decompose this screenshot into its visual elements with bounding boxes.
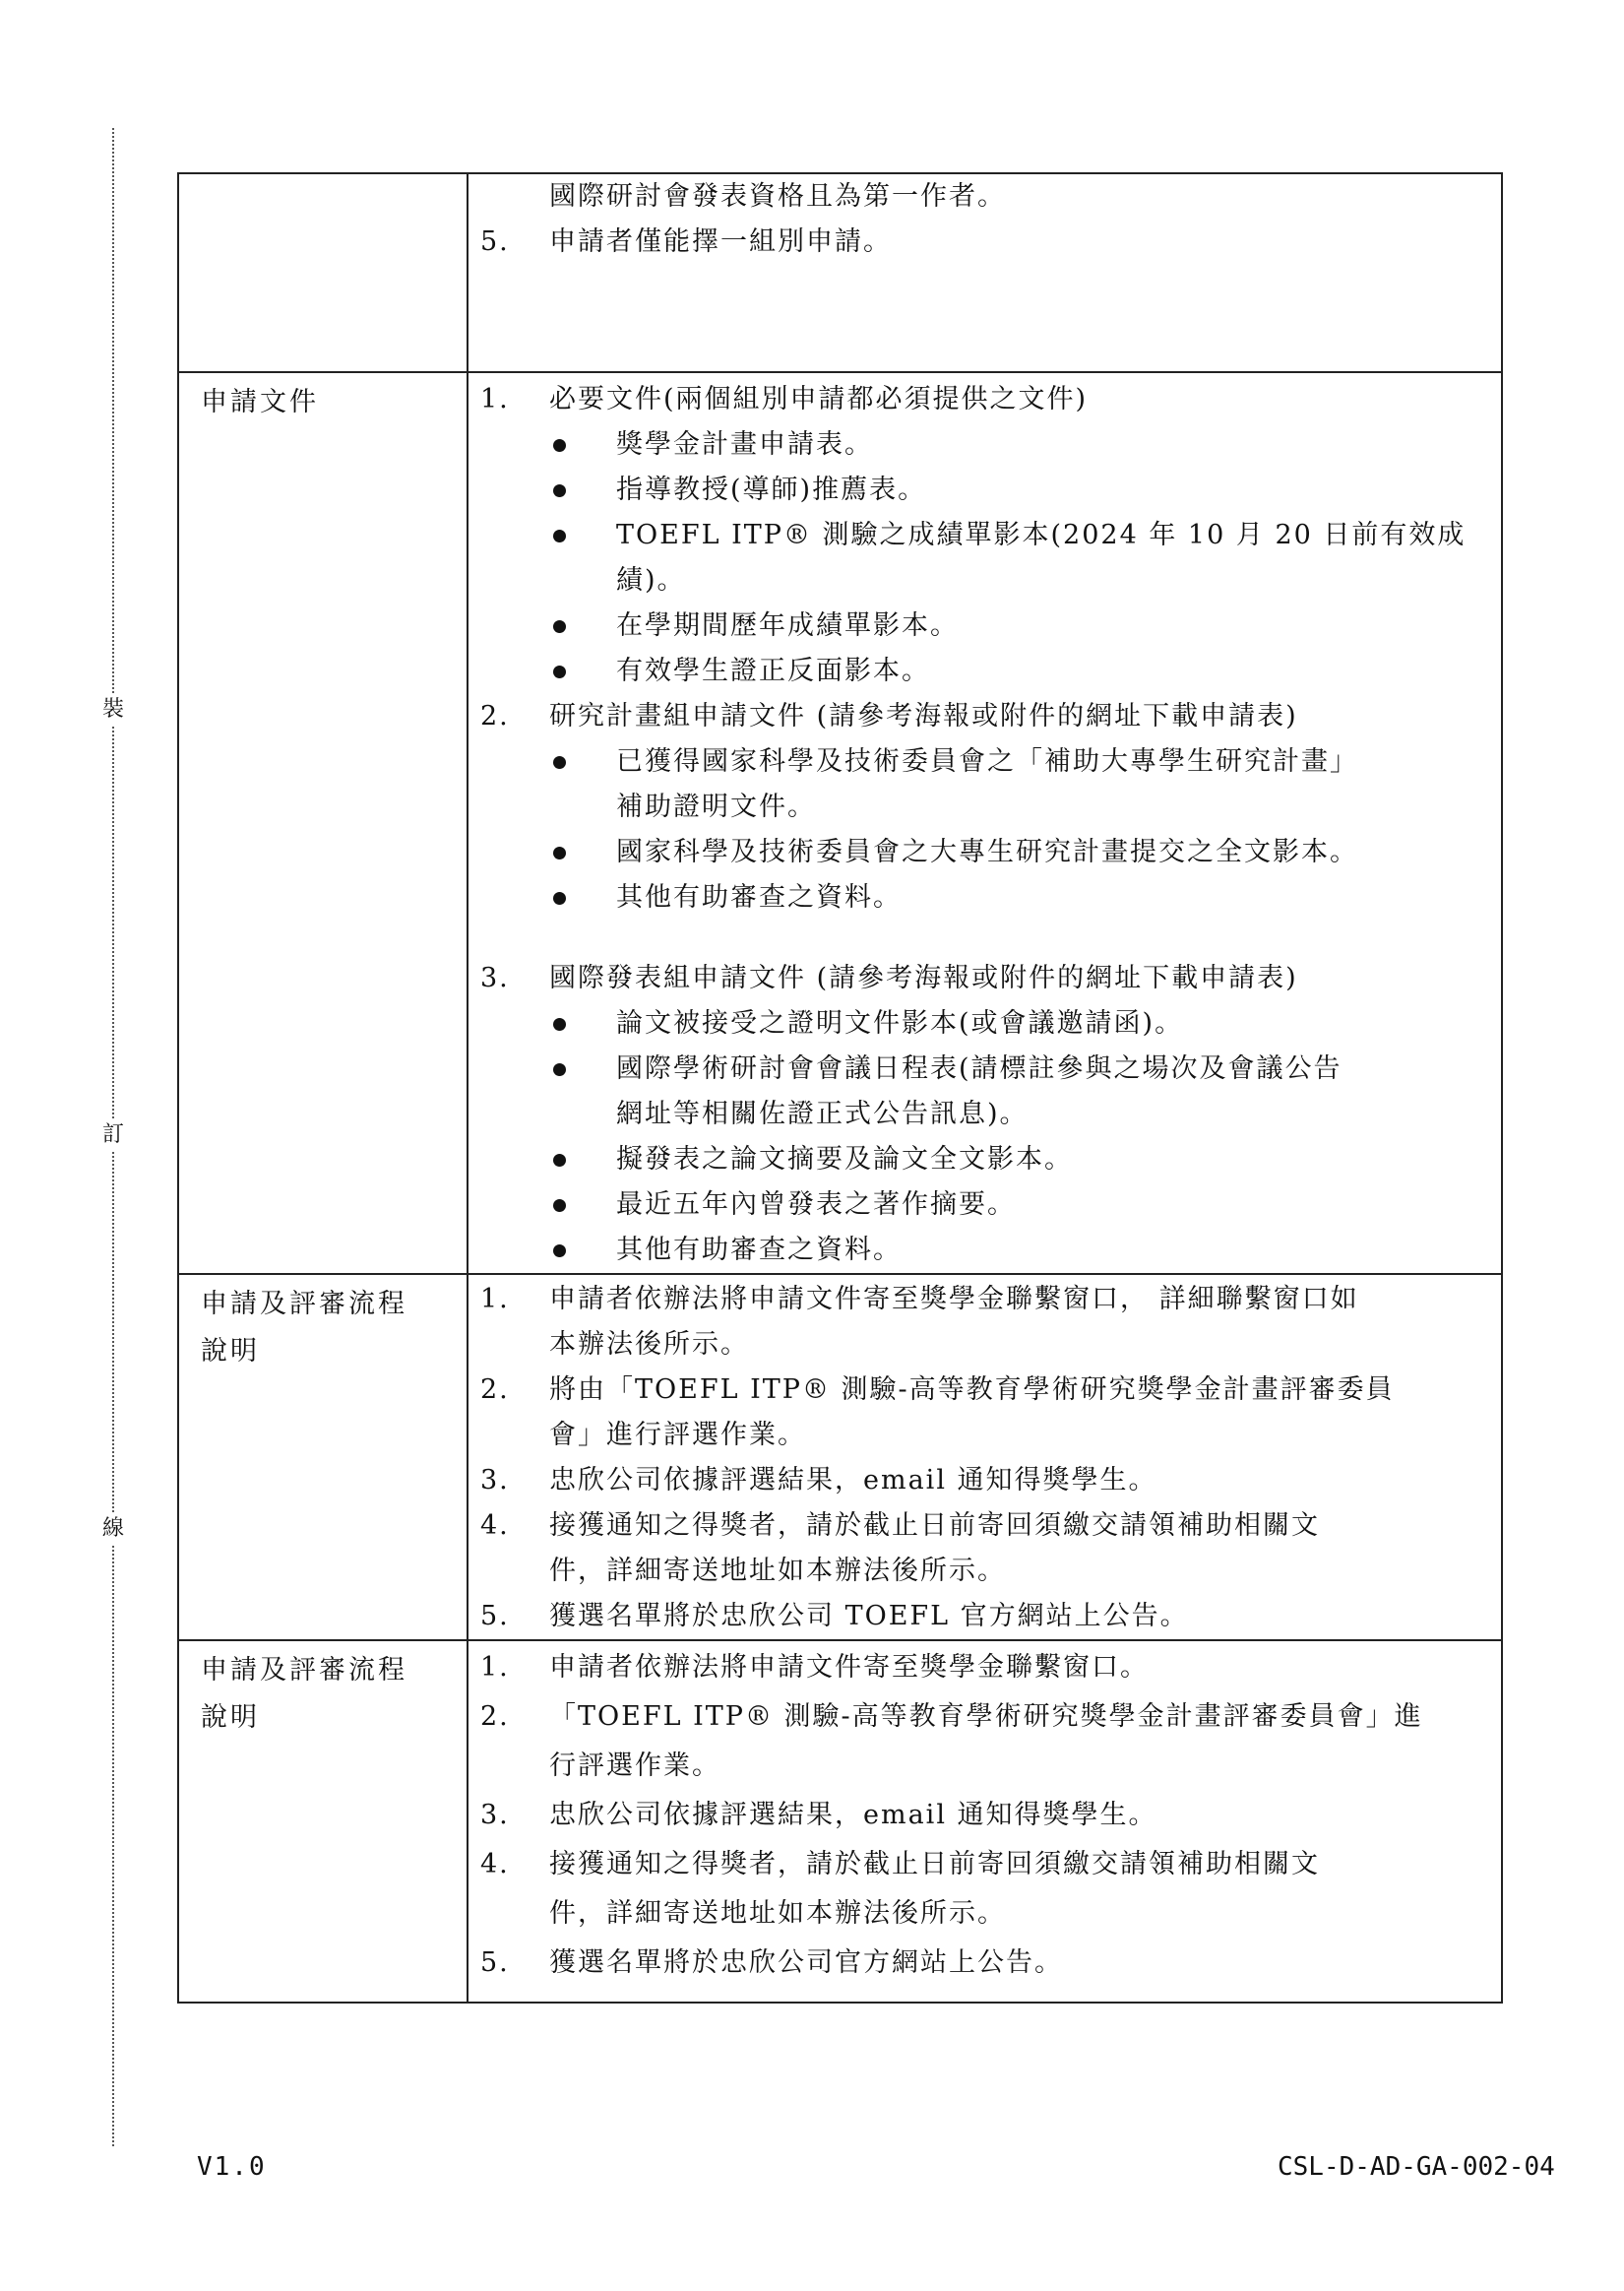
table-row-eligibility-continued [178,173,1502,372]
content-cell [468,173,1502,372]
list-item-continuation: 件，詳細寄送地址如本辦法後所示。 [549,1898,1006,1929]
table-row-process-a [178,1274,1502,1640]
bullet-icon [553,756,566,769]
bullet-icon [553,620,566,633]
content-cell [468,1640,1502,2003]
bullet-continuation: 績)。 [616,565,686,596]
list-item-continuation: 行評選作業。 [549,1750,720,1781]
table-row-process-b [178,1640,1502,2003]
label-cell [178,173,468,372]
bullet-item: TOEFL ITP® 測驗之成績單影本(2024 年 10 月 20 日前有效成 [468,513,1501,558]
row-label [179,174,467,180]
section-heading: 3. 國際發表組申請文件 (請參考海報或附件的網址下載申請表) [480,963,1298,993]
row-label: 申請及評審流程 說明 [201,1289,407,1367]
list-item: 1. 申請者依辦法將申請文件寄至獎學金聯繫窗口。 [480,1652,1149,1683]
table-row-application-documents [178,372,1502,1274]
bullet-icon [553,439,566,452]
list-item-continuation: 會」進行評選作業。 [549,1420,806,1450]
list-item: 4. 接獲通知之得獎者，請於截止日前寄回須繳交請領補助相關文 [480,1849,1320,1879]
content-cell [468,1274,1502,1640]
bullet-item: 其他有助審查之資料。 [468,875,1501,921]
footer-document-code: CSL-D-AD-GA-002-04 [1278,2152,1555,2182]
binding-char-top: 裝 [96,695,130,725]
bullet-continuation: 網址等相關佐證正式公告訊息)。 [616,1099,1029,1129]
bullet-icon [553,1018,566,1031]
binding-char-bottom: 線 [96,1514,130,1544]
section-heading: 1. 必要文件(兩個組別申請都必須提供之文件) [480,384,1089,414]
bullet-icon [553,530,566,542]
bullet-item: 有效學生證正反面影本。 [468,649,1501,694]
section-heading: 2. 研究計畫組申請文件 (請參考海報或附件的網址下載申請表) [480,701,1298,732]
row-label: 申請文件 [201,387,319,417]
list-item: 3. 忠欣公司依據評選結果，email 通知得獎學生。 [480,1465,1157,1496]
list-item: 5. 申請者僅能擇一組別申請。 [480,226,892,257]
bullet-icon [553,892,566,905]
label-cell [178,372,468,1274]
bullet-item: 國家科學及技術委員會之大專生研究計畫提交之全文影本。 [468,830,1501,875]
bullet-icon [553,666,566,678]
label-cell [178,1274,468,1640]
list-item: 5. 獲選名單將於忠欣公司官方網站上公告。 [480,1947,1063,1978]
bullet-item: 獎學金計畫申請表。 [468,422,1501,468]
spacer [468,921,1501,956]
list-item-continuation: 件，詳細寄送地址如本辦法後所示。 [549,1556,1006,1586]
binding-char-middle: 訂 [96,1120,130,1150]
row-label: 申請及評審流程 說明 [201,1655,407,1733]
list-item: 3. 忠欣公司依據評選結果，email 通知得獎學生。 [480,1800,1157,1830]
list-item-continuation: 本辦法後所示。 [549,1329,749,1360]
content-cell [468,372,1502,1274]
list-item: 4. 接獲通知之得獎者，請於截止日前寄回須繳交請領補助相關文 [480,1510,1320,1541]
bullet-icon [553,847,566,859]
label-cell [178,1640,468,2003]
bullet-item: 其他有助審查之資料。 [468,1228,1501,1273]
bullet-item: 國際學術研討會會議日程表(請標註參與之場次及會議公告 [468,1047,1501,1092]
bullet-item: 擬發表之論文摘要及論文全文影本。 [468,1137,1501,1182]
list-item: 2. 將由「TOEFL ITP® 測驗-高等教育學術研究獎學金計畫評審委員 [480,1374,1395,1405]
bullet-continuation: 補助證明文件。 [616,792,816,822]
bullet-item: 論文被接受之證明文件影本(或會議邀請函)。 [468,1001,1501,1047]
list-item: 國際研討會發表資格且為第一作者。 [549,181,1006,212]
list-item: 2. 「TOEFL ITP® 測驗-高等教育學術研究獎學金計畫評審委員會」進 [480,1701,1423,1732]
footer-version: V1.0 [197,2152,267,2182]
bullet-icon [553,1063,566,1076]
bullet-item: 指導教授(導師)推薦表。 [468,468,1501,513]
bullet-icon [553,1244,566,1257]
bullet-item: 在學期間歷年成績單影本。 [468,604,1501,649]
list-item: 5. 獲選名單將於忠欣公司 TOEFL 官方網站上公告。 [480,1601,1189,1631]
bullet-item: 最近五年內曾發表之著作摘要。 [468,1182,1501,1228]
bullet-icon [553,1199,566,1212]
list-item: 1. 申請者依辦法將申請文件寄至獎學金聯繫窗口， 詳細聯繫窗口如 [480,1284,1359,1314]
bullet-icon [553,484,566,497]
bullet-item: 已獲得國家科學及技術委員會之「補助大專學生研究計畫」 [468,739,1501,785]
bullet-icon [553,1154,566,1167]
document-table [177,172,1503,2004]
